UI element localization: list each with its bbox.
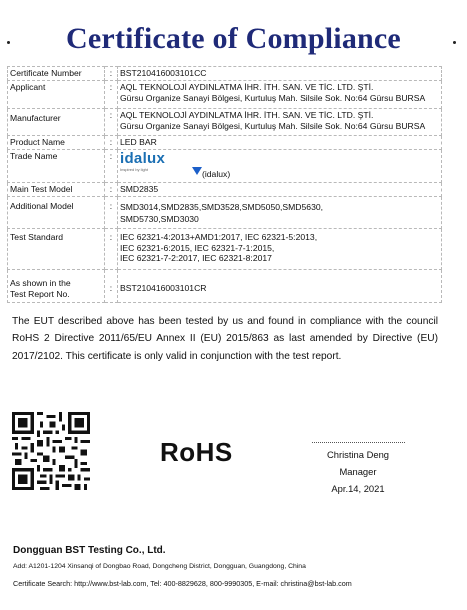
company-address: Add: A1201-1204 Xinsanqi of Dongbao Road, Dongcheng District, Dongguan, Guangdong, China <box>13 563 306 570</box>
colon: : <box>105 197 118 229</box>
company-name: Dongguan BST Testing Co., Ltd. <box>13 545 166 556</box>
signer-date: Apr.14, 2021 <box>331 483 385 494</box>
value-applicant <box>118 81 442 109</box>
colon: : <box>105 81 118 109</box>
test-standard-line-3: IEC 62321-7-2:2017, IEC 62321-8:2017 <box>120 253 272 264</box>
compliance-statement: The EUT described above has been tested by us and found in compliance with the council RoHS 2 Directive 2011/65/EU Annex II (EU) 2015/863 as last amended by Directive (EU) 2017/2102. This certificate is only valid in conjunction with the test report. <box>12 316 438 362</box>
row-manufacturer <box>8 109 442 136</box>
idalux-tagline: Inspired by light <box>120 167 149 172</box>
label-main-test-model: Main Test Model <box>8 183 105 197</box>
additional-model-line-2: SMD5730,SMD3030 <box>120 214 199 224</box>
signer-title: Manager <box>339 466 377 477</box>
row-applicant <box>8 81 442 109</box>
colon: : <box>105 109 118 136</box>
qr-code <box>12 412 90 490</box>
signer-name: Christina Deng <box>326 449 389 460</box>
label-manufacturer: Manufacturer <box>8 109 105 136</box>
value-test-report-no: BST210416003101CR <box>118 269 442 302</box>
value-test-standard <box>118 229 442 270</box>
value-manufacturer <box>118 109 442 136</box>
value-main-test-model: SMD2835 <box>118 183 442 197</box>
colon: : <box>105 269 118 302</box>
value-additional-model <box>118 197 442 229</box>
applicant-address: Gürsu Organize Sanayi Bölgesi, Kurtuluş Mah. Silsile Sok. No:64 Gürsu BURSA <box>120 93 426 103</box>
test-standard-line-2: IEC 62321-6:2015, IEC 62321-7-1:2015, <box>120 242 275 253</box>
label-applicant: Applicant <box>8 81 105 109</box>
row-product-name <box>8 136 442 150</box>
signature-line <box>312 442 405 443</box>
label-report-line-2: Test Report No. <box>10 288 70 299</box>
colon: : <box>105 150 118 183</box>
logo-triangle-icon <box>192 167 202 175</box>
row-certificate-number <box>8 67 442 81</box>
row-additional-model <box>8 197 442 229</box>
value-certificate-number: BST210416003101CC <box>118 67 442 81</box>
value-trade-name <box>118 150 442 183</box>
row-test-report-no <box>8 269 442 302</box>
row-trade-name <box>8 150 442 183</box>
label-test-report-no <box>8 269 105 302</box>
additional-model-line-1: SMD3014,SMD2835,SMD3528,SMD5050,SMD5630, <box>120 202 324 212</box>
label-trade-name: Trade Name <box>8 150 105 183</box>
trade-name-text: (idalux) <box>202 169 231 179</box>
applicant-name: AQL TEKNOLOJİ AYDINLATMA İHR. İTH. SAN. VE TİC. LTD. ŞTİ. <box>120 82 374 92</box>
idalux-logo: idalux <box>120 150 166 167</box>
document-title: Certificate of Compliance <box>66 22 401 55</box>
colon: : <box>105 183 118 197</box>
label-certificate-number: Certificate Number <box>8 67 105 81</box>
label-additional-model: Additional Model <box>8 197 105 229</box>
idalux-brand <box>120 151 439 181</box>
manufacturer-address: Gürsu Organize Sanayi Bölgesi, Kurtuluş Mah. Silsile Sok. No:64 Gürsu BURSA <box>120 121 426 131</box>
label-test-standard: Test Standard <box>8 229 105 270</box>
colon: : <box>105 67 118 81</box>
certificate-search-info: Certificate Search: http://www.bst-lab.com, Tel: 400-8829628, 800-9990305, E-mail: christina@bst-lab.com <box>13 579 352 588</box>
row-test-standard <box>8 229 442 270</box>
row-main-test-model <box>8 183 442 197</box>
label-product-name: Product Name <box>8 136 105 150</box>
label-report-line-1: As shown in the <box>10 277 71 288</box>
manufacturer-name: AQL TEKNOLOJİ AYDINLATMA İHR. İTH. SAN. VE TİC. LTD. ŞTİ. <box>120 110 374 120</box>
colon: : <box>105 229 118 270</box>
test-standard-line-1: IEC 62321-4:2013+AMD1:2017, IEC 62321-5:2013, <box>120 232 318 242</box>
colon: : <box>105 136 118 150</box>
rohs-mark: RoHS <box>160 437 233 467</box>
certificate-info-table <box>7 66 442 303</box>
value-product-name: LED BAR <box>118 136 442 150</box>
